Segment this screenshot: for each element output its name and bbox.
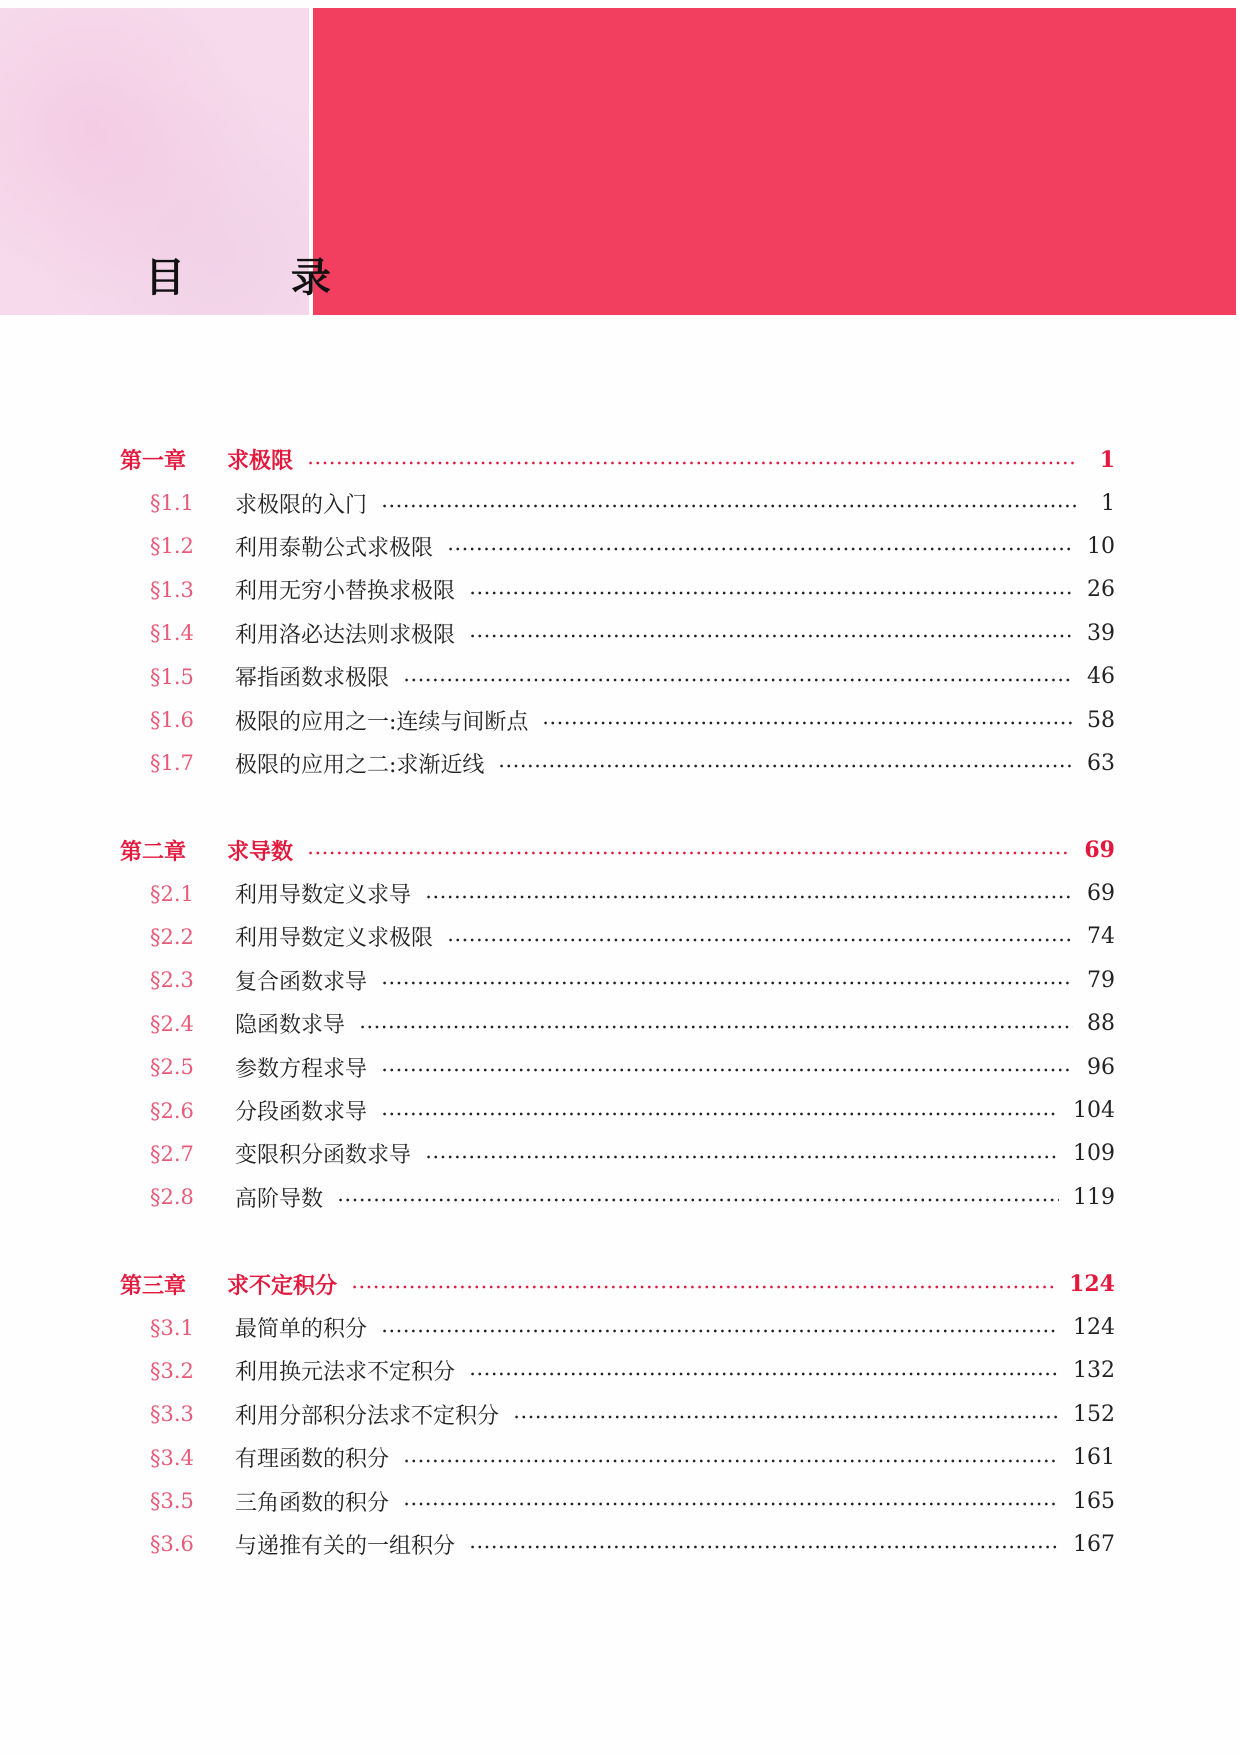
section-title: 复合函数求导 — [235, 969, 368, 995]
chapter-entry[interactable] — [120, 438, 1115, 481]
section-title: 利用洛必达法则求极限 — [235, 622, 456, 648]
page-number: 39 — [1087, 620, 1115, 646]
section-entry[interactable] — [120, 1306, 1115, 1349]
chapter-title: 求不定积分 — [227, 1272, 338, 1299]
section-number: §2.3 — [150, 968, 194, 993]
section-entry[interactable] — [120, 1176, 1115, 1219]
dot-leader — [469, 591, 1073, 595]
header-color-band — [313, 8, 1236, 315]
section-entry[interactable] — [120, 742, 1115, 785]
chapter-block — [120, 829, 1115, 1220]
dot-leader — [359, 1025, 1073, 1029]
dot-leader — [403, 1502, 1059, 1506]
section-title: 分段函数求导 — [235, 1100, 368, 1126]
section-number: §1.4 — [150, 621, 194, 646]
page-number: 46 — [1087, 664, 1115, 690]
section-title: 利用分部积分法求不定积分 — [235, 1403, 500, 1429]
section-entry[interactable] — [120, 1089, 1115, 1132]
section-entry[interactable] — [120, 1523, 1115, 1566]
section-entry[interactable] — [120, 1349, 1115, 1392]
dot-leader — [513, 1415, 1059, 1419]
section-number: §2.7 — [150, 1141, 194, 1166]
section-number: §1.2 — [150, 534, 194, 559]
section-number: §2.4 — [150, 1011, 194, 1036]
section-number: §1.5 — [150, 664, 194, 689]
section-title: 利用换元法求不定积分 — [235, 1360, 456, 1386]
chapter-block — [120, 438, 1115, 785]
page-number: 167 — [1073, 1531, 1115, 1557]
section-entry[interactable] — [120, 698, 1115, 741]
page-number: 119 — [1073, 1184, 1115, 1210]
section-number: §3.1 — [150, 1315, 194, 1340]
dot-leader — [381, 1329, 1059, 1333]
dot-leader — [498, 764, 1073, 768]
section-entry[interactable] — [120, 612, 1115, 655]
page-number: 58 — [1087, 707, 1115, 733]
section-title: 利用无穷小替换求极限 — [235, 579, 456, 605]
page-number: 165 — [1073, 1488, 1115, 1514]
section-entry[interactable] — [120, 525, 1115, 568]
dot-leader — [403, 1459, 1059, 1463]
page-number: 1 — [1101, 490, 1115, 516]
section-title: 幂指函数求极限 — [235, 666, 390, 692]
page-number: 132 — [1073, 1358, 1115, 1384]
chapter-title: 求导数 — [227, 838, 294, 865]
dot-leader — [307, 851, 1070, 855]
section-entry[interactable] — [120, 915, 1115, 958]
dot-leader — [425, 895, 1073, 899]
dot-leader — [425, 1155, 1059, 1159]
dot-leader — [381, 1112, 1059, 1116]
section-number: §2.1 — [150, 881, 194, 906]
table-of-contents — [120, 438, 1115, 1610]
page-number: 74 — [1087, 924, 1115, 950]
page-number: 152 — [1073, 1401, 1115, 1427]
page-number: 63 — [1087, 750, 1115, 776]
page-number: 88 — [1087, 1011, 1115, 1037]
section-number: §1.7 — [150, 751, 194, 776]
page-number: 109 — [1073, 1141, 1115, 1167]
dot-leader — [469, 1372, 1059, 1376]
section-entry[interactable] — [120, 1132, 1115, 1175]
page-number: 69 — [1084, 837, 1115, 864]
section-number: §1.3 — [150, 577, 194, 602]
section-number: §3.3 — [150, 1402, 194, 1427]
dot-leader — [447, 938, 1073, 942]
section-entry[interactable] — [120, 1045, 1115, 1088]
section-title: 有理函数的积分 — [235, 1447, 390, 1473]
section-entry[interactable] — [120, 1002, 1115, 1045]
section-title: 利用导数定义求导 — [235, 883, 412, 909]
section-number: §2.2 — [150, 924, 194, 949]
section-entry[interactable] — [120, 481, 1115, 524]
section-title: 利用导数定义求极限 — [235, 926, 434, 952]
section-number: §3.2 — [150, 1358, 194, 1383]
page-number: 79 — [1087, 967, 1115, 993]
section-title: 最简单的积分 — [235, 1317, 368, 1342]
section-title: 求极限的入门 — [235, 492, 368, 518]
section-entry[interactable] — [120, 1436, 1115, 1479]
page-number: 124 — [1069, 1271, 1115, 1298]
dot-leader — [381, 1068, 1073, 1072]
dot-leader — [447, 547, 1073, 551]
chapter-label: 第二章 — [120, 838, 187, 865]
dot-leader — [351, 1285, 1055, 1289]
chapter-block — [120, 1262, 1115, 1566]
section-number: §2.5 — [150, 1055, 194, 1080]
section-entry[interactable] — [120, 959, 1115, 1002]
section-title: 极限的应用之一:连续与间断点 — [235, 709, 529, 735]
section-entry[interactable] — [120, 872, 1115, 915]
page-title: 目 录 — [145, 255, 377, 301]
dot-leader — [469, 1545, 1059, 1549]
section-entry[interactable] — [120, 1479, 1115, 1522]
dot-leader — [469, 634, 1073, 638]
section-title: 参数方程求导 — [235, 1056, 368, 1082]
section-number: §2.8 — [150, 1185, 194, 1210]
section-title: 隐函数求导 — [235, 1013, 346, 1039]
section-title: 极限的应用之二:求渐近线 — [235, 752, 485, 778]
section-number: §3.4 — [150, 1445, 194, 1470]
page-number: 104 — [1073, 1098, 1115, 1124]
section-entry[interactable] — [120, 655, 1115, 698]
section-title: 高阶导数 — [235, 1186, 324, 1212]
section-title: 三角函数的积分 — [235, 1490, 390, 1516]
chapter-label: 第一章 — [120, 448, 187, 475]
section-title: 变限积分函数求导 — [235, 1143, 412, 1169]
dot-leader — [381, 504, 1077, 508]
section-number: §1.6 — [150, 708, 194, 733]
page-number: 10 — [1087, 533, 1115, 559]
page-number: 96 — [1087, 1054, 1115, 1080]
dot-leader — [542, 721, 1073, 725]
page-number: 161 — [1073, 1445, 1115, 1471]
page-number: 26 — [1087, 577, 1115, 603]
section-number: §3.6 — [150, 1532, 194, 1557]
dot-leader — [381, 981, 1073, 985]
chapter-entry[interactable] — [120, 829, 1115, 872]
section-title: 与递推有关的一组积分 — [235, 1533, 456, 1559]
page-number: 69 — [1087, 881, 1115, 907]
chapter-entry[interactable] — [120, 1262, 1115, 1305]
section-entry[interactable] — [120, 568, 1115, 611]
section-title: 利用泰勒公式求极限 — [235, 535, 434, 561]
chapter-title: 求极限 — [227, 448, 294, 475]
dot-leader — [403, 678, 1073, 682]
dot-leader — [337, 1198, 1059, 1202]
section-entry[interactable] — [120, 1393, 1115, 1436]
page-number: 1 — [1099, 446, 1115, 473]
section-number: §3.5 — [150, 1489, 194, 1514]
page-number: 124 — [1073, 1315, 1115, 1340]
dot-leader — [307, 461, 1077, 465]
chapter-label: 第三章 — [120, 1272, 187, 1299]
section-number: §2.6 — [150, 1098, 194, 1123]
section-number: §1.1 — [150, 491, 194, 516]
